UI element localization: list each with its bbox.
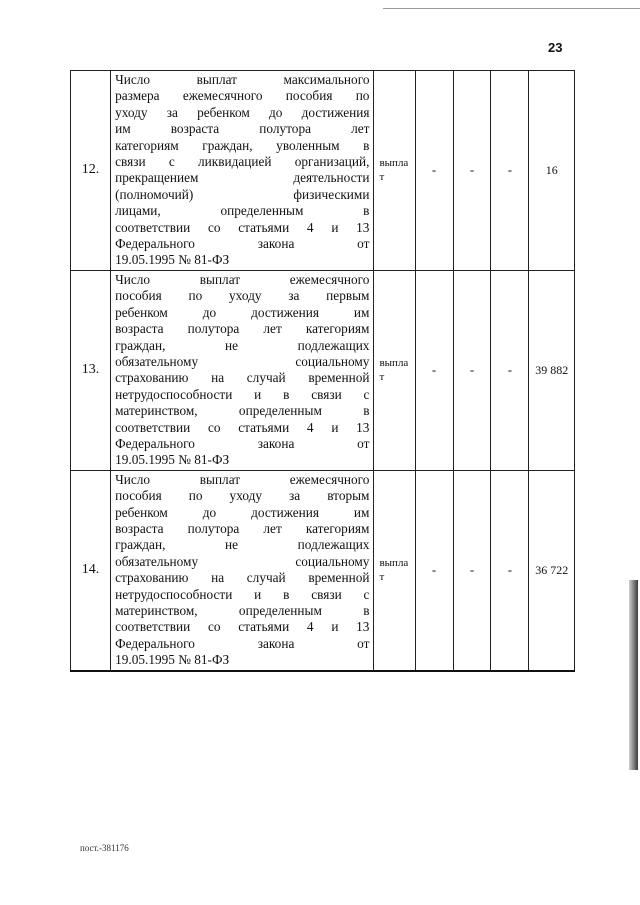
description-line: Федерального закона от bbox=[115, 435, 370, 451]
description-line: пособия по уходу за вторым bbox=[115, 488, 370, 504]
page-number: 23 bbox=[548, 40, 563, 55]
row-value: 39 882 bbox=[529, 270, 575, 470]
unit-line: выпла bbox=[379, 557, 409, 570]
description-line: пособия по уходу за первым bbox=[115, 288, 370, 304]
description-line: Федерального закона от bbox=[115, 635, 370, 651]
row-unit bbox=[374, 270, 415, 470]
description-line: Федерального закона от bbox=[115, 236, 370, 252]
unit-line: выпла bbox=[379, 357, 409, 370]
description-line: 19.05.1995 № 81-ФЗ bbox=[115, 652, 230, 668]
row-number: 14. bbox=[71, 470, 111, 670]
row-col-4: - bbox=[453, 71, 491, 271]
row-number: 12. bbox=[71, 71, 111, 271]
row-description bbox=[111, 71, 374, 271]
description-line: размера ежемесячного пособия по bbox=[115, 88, 370, 104]
description-line: прекращением деятельности bbox=[115, 170, 370, 186]
unit-line: т bbox=[379, 171, 385, 184]
description-line: граждан, не подлежащих bbox=[115, 337, 370, 353]
description-line: нетрудоспособности и в связи с bbox=[115, 386, 370, 402]
row-col-5: - bbox=[491, 470, 529, 670]
description-line: соответствии со статьями 4 и 13 bbox=[115, 219, 370, 235]
row-value: 16 bbox=[529, 71, 575, 271]
description-line: страхованию на случай временной bbox=[115, 370, 370, 386]
unit-line: т bbox=[379, 571, 385, 584]
description-line: им возраста полутора лет bbox=[115, 121, 370, 137]
description-line: материнством, определенным в bbox=[115, 603, 370, 618]
row-col-3: - bbox=[415, 270, 453, 470]
indicator-table bbox=[70, 70, 575, 672]
row-col-4: - bbox=[453, 270, 491, 470]
description-line: Число выплат максимального bbox=[115, 72, 370, 87]
description-line: ребенком до достижения им bbox=[115, 504, 370, 520]
row-col-4: - bbox=[453, 470, 491, 670]
row-col-3: - bbox=[415, 470, 453, 670]
description-line: категориям граждан, уволенным в bbox=[115, 137, 370, 153]
description-line: соответствии со статьями 4 и 13 bbox=[115, 619, 370, 635]
indicator-table-body bbox=[71, 71, 575, 671]
description-line: Число выплат ежемесячного bbox=[115, 271, 370, 287]
description-line: ребенком до достижения им bbox=[115, 304, 370, 320]
row-col-5: - bbox=[491, 270, 529, 470]
description-line: Число выплат ежемесячного bbox=[115, 471, 370, 487]
description-line: связи с ликвидацией организаций, bbox=[115, 154, 370, 170]
description-line: лицами, определенным в bbox=[115, 203, 370, 219]
description-line: обязательному социальному bbox=[115, 353, 370, 369]
row-description bbox=[111, 270, 374, 470]
description-line: (полномочий) физическими bbox=[115, 186, 370, 202]
row-value: 36 722 bbox=[529, 470, 575, 670]
table-row bbox=[71, 470, 575, 670]
row-number: 13. bbox=[71, 270, 111, 470]
description-line: уходу за ребенком до достижения bbox=[115, 104, 370, 120]
scan-top-rule bbox=[383, 8, 640, 9]
row-unit bbox=[374, 71, 415, 271]
row-description bbox=[111, 470, 374, 670]
description-line: материнством, определенным в bbox=[115, 403, 370, 419]
description-line: обязательному социальному bbox=[115, 553, 370, 569]
description-line: соответствии со статьями 4 и 13 bbox=[115, 419, 370, 435]
description-line: возраста полутора лет категориям bbox=[115, 321, 370, 337]
row-col-5: - bbox=[491, 71, 529, 271]
description-line: возраста полутора лет категориям bbox=[115, 520, 370, 536]
description-line: нетрудоспособности и в связи с bbox=[115, 586, 370, 602]
description-line: страхованию на случай временной bbox=[115, 570, 370, 586]
table-row bbox=[71, 270, 575, 470]
unit-line: т bbox=[379, 371, 385, 384]
description-line: 19.05.1995 № 81-ФЗ bbox=[115, 452, 230, 468]
table-row bbox=[71, 71, 575, 271]
description-line: 19.05.1995 № 81-ФЗ bbox=[115, 252, 230, 268]
row-unit bbox=[374, 470, 415, 670]
document-footer-code: пост.-381176 bbox=[80, 843, 129, 853]
description-line: граждан, не подлежащих bbox=[115, 537, 370, 553]
scan-edge-shadow bbox=[629, 580, 638, 770]
unit-line: выпла bbox=[379, 157, 409, 170]
row-col-3: - bbox=[415, 71, 453, 271]
